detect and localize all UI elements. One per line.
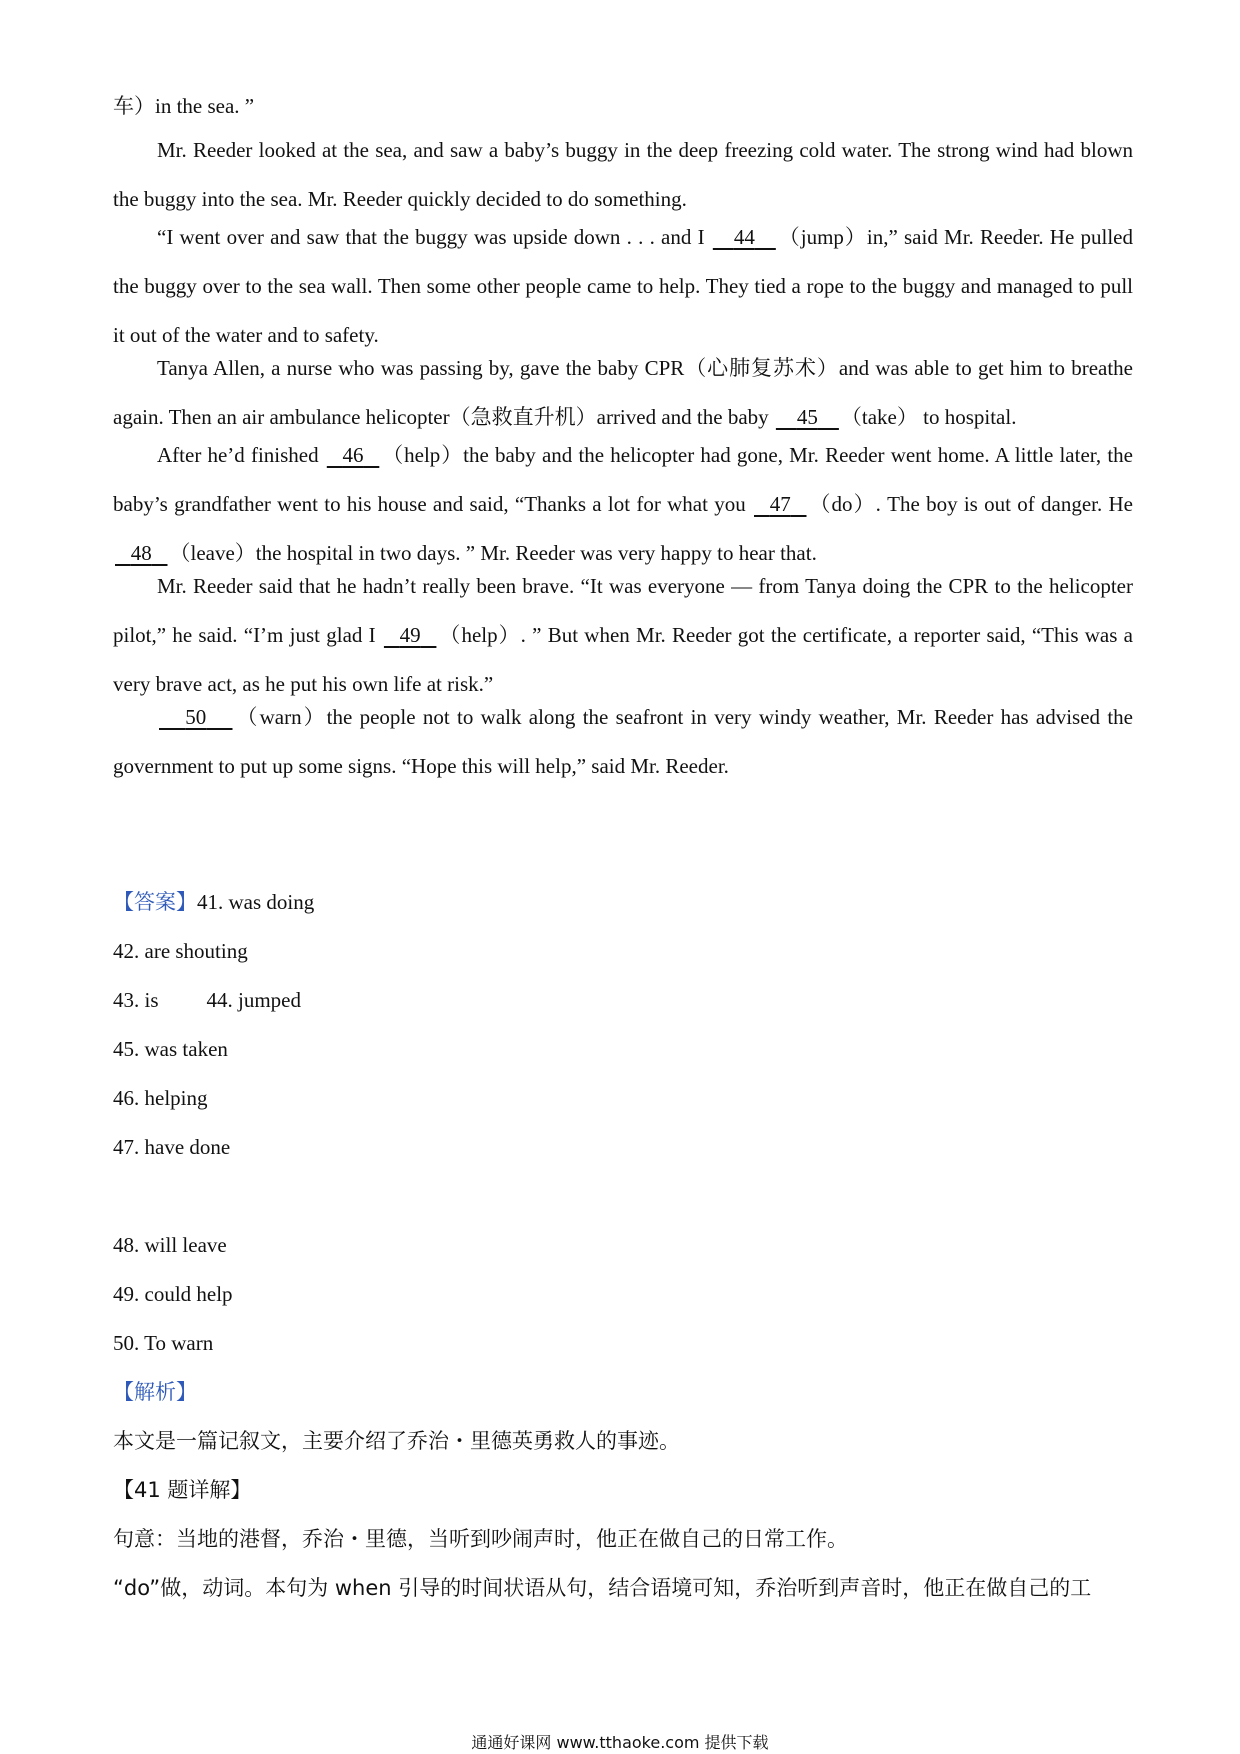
answer-line-43-44 (113, 986, 301, 1014)
passage-paragraph-3 (113, 344, 1133, 442)
analysis-label: 【解析】 (113, 1380, 197, 1404)
answer-text: 49. could help (113, 1282, 233, 1306)
passage-text: （do）. The boy is out of danger. He (808, 492, 1133, 516)
page-footer: 通通好课网 www.tthaoke.com 提供下载 (471, 1733, 769, 1752)
answer-text: 47. have done (113, 1135, 231, 1159)
q41-detail: “do”做，动词。本句为 when 引导的时间状语从句，结合语境可知，乔治听到声音时，他正在做自己的工 (113, 1576, 1092, 1600)
blank-46 (325, 431, 382, 480)
answer-text: 48. will leave (113, 1233, 227, 1257)
answer-47 (113, 1133, 230, 1161)
answer-text: 46. helping (113, 1086, 208, 1110)
answer-label: 【答案】 (113, 890, 197, 914)
blank-number: 46 (342, 443, 364, 467)
passage-text: After he’d finished (157, 443, 319, 467)
passage-text: Tanya Allen, a nurse who was passing by, gave the baby CPR（心肺复苏术）and was able to get him to breathe again. Then an air ambulance helicopter（急救直升机）arrived and the baby (113, 356, 1133, 429)
blank-number: 47 (769, 492, 791, 516)
answer-41: 41. was doing (197, 890, 315, 914)
analysis-summary: 本文是一篇记叙文，主要介绍了乔治・里德英勇救人的事迹。 (113, 1429, 680, 1453)
answer-44: 44. jumped (206, 988, 302, 1012)
passage-line-fragment (113, 82, 1133, 131)
passage-text: （help）. ” But when Mr. Reeder got the certificate, a reporter said, “This was a very brave act, as he put his own life at risk.” (113, 623, 1133, 696)
blank-number: 44 (733, 225, 755, 249)
passage-paragraph-4 (113, 431, 1133, 578)
passage-text: “I went over and saw that the buggy was upside down . . . and I (157, 225, 705, 249)
answer-text: 45. was taken (113, 1037, 228, 1061)
answer-45 (113, 1035, 228, 1063)
answer-text: 42. are shouting (113, 939, 248, 963)
passage-paragraph-1 (113, 126, 1133, 224)
blank-50 (157, 693, 235, 742)
blank-49 (382, 611, 439, 660)
blank-44 (711, 213, 778, 262)
answer-line-41 (113, 888, 314, 916)
passage-paragraph-2 (113, 213, 1133, 360)
q41-label: 【41 题详解】 (113, 1478, 252, 1502)
answer-text: 50. To warn (113, 1331, 214, 1355)
blank-number: 49 (399, 623, 421, 647)
answer-48 (113, 1231, 227, 1259)
blank-number: 48 (130, 541, 152, 565)
passage-paragraph-5 (113, 562, 1133, 709)
q41-meaning: 句意：当地的港督，乔治・里德，当听到吵闹声时，他正在做自己的日常工作。 (113, 1527, 848, 1551)
passage-text: （take） to hospital. (840, 405, 1017, 429)
answer-42 (113, 937, 248, 965)
passage-text: Mr. Reeder looked at the sea, and saw a baby’s buggy in the deep freezing cold water. The strong wind had blown the buggy into the sea. Mr. Reeder quickly decided to do something. (113, 138, 1133, 211)
passage-paragraph-6 (113, 693, 1133, 791)
blank-number: 50 (185, 705, 207, 729)
passage-text: （leave）the hospital in two days. ” Mr. Reeder was very happy to hear that. (169, 541, 817, 565)
answer-43: 43. is (113, 988, 159, 1012)
blank-number: 45 (796, 405, 818, 429)
answer-49 (113, 1280, 233, 1308)
answer-46 (113, 1084, 208, 1112)
passage-text: （warn）the people not to walk along the seafront in very windy weather, Mr. Reeder has advised the government to put up some signs. “Hope this will help,” said Mr. Reeder. (113, 705, 1133, 778)
passage-text: （jump）in,” said Mr. Reeder. He pulled the buggy over to the sea wall. Then some other people came to help. They tied a rope to the buggy and managed to pull it out of the water and to safety. (113, 225, 1133, 347)
answer-50 (113, 1329, 213, 1357)
passage-text: Mr. Reeder said that he hadn’t really been brave. “It was everyone — from Tanya doing the CPR to the helicopter pilot,” he said. “I’m just glad I (113, 574, 1133, 647)
passage-text: （help）the baby and the helicopter had gone, Mr. Reeder went home. A little later, the baby’s grandfather went to his house and said, “Thanks a lot for what you (113, 443, 1133, 516)
blank-47 (752, 480, 809, 529)
passage-text: 车）in the sea. ” (113, 94, 255, 118)
